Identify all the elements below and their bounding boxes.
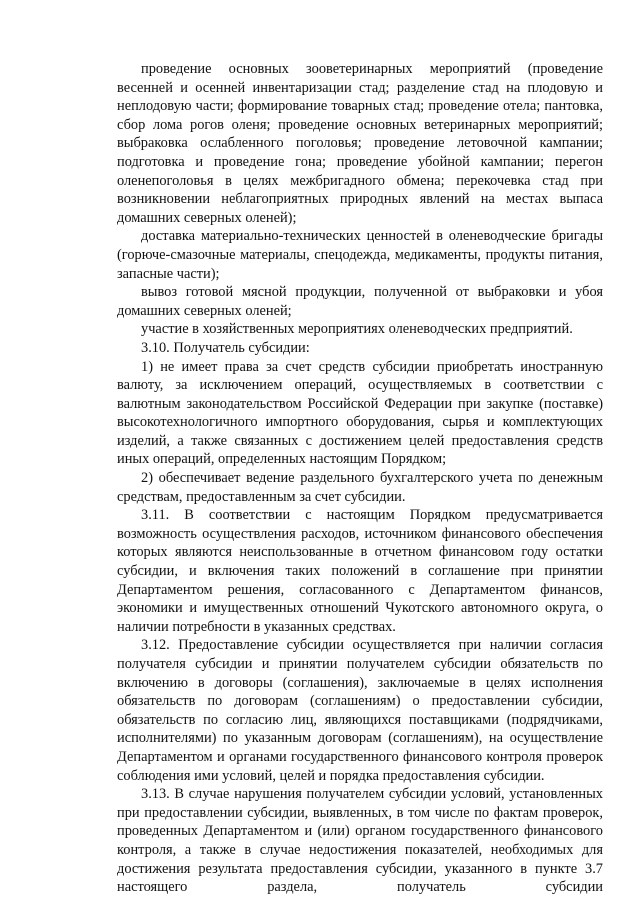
paragraph-3-10-item-1: 1) не имеет права за счет средств субсидии приобретать иностранную валюту, за исключением операций, осуществляемых в соответствии с валютным законодательством Российской Федерации при закупке (поставке) высокотехнологичного импортного оборудования, сырья и комплектующих изделий, а также связанных с достижением целей предоставления средств иных операций, определенных настоящим Порядком; [117,358,603,468]
paragraph-economic-participation: участие в хозяйственных мероприятиях оленеводческих предприятий. [141,321,573,338]
paragraph-material-delivery: доставка материально-технических ценностей в оленеводческие бригады (горюче-смазочные материалы, спецодежда, медикаменты, продукты питания, запасные части); [117,228,603,282]
paragraph-3-13: 3.13. В случае нарушения получателем субсидии условий, установленных при предоставлении субсидии, выявленных, в том числе по фактам проверок, проведенных Департаментом и (или) органом государственного финансового контроля, а также в случае недостижения показателей, необходимых для достижения результата предоставления субсидии, указанного в пункте 3.7 настоящего раздела, получатель субсидии [117,786,603,896]
paragraph-3-11: 3.11. В соответствии с настоящим Порядком предусматривается возможность осуществления расходов, источником финансового обеспечения которых являются неиспользованные в отчетном финансовом году остатки субсидии, и включения таких положений в соглашение при принятии Департаментом решения, согласованного с Департаментом финансов, экономики и имущественных отношений Чукотского автономного округа, о наличии потребности в указанных средствах. [117,507,603,635]
document-body [117,60,603,897]
paragraph-3-10-item-2: 2) обеспечивает ведение раздельного бухгалтерского учета по денежным средствам, предоставленным за счет субсидии. [117,470,603,505]
paragraph-zooveterinary-measures: проведение основных зооветеринарных мероприятий (проведение весенней и осенней инвентаризации стад; разделение стад на плодовую и неплодовую части; формирование товарных стад; проведение отела; пантовка, сбор лома рогов оленя; проведение основных ветеринарных мероприятий; выбраковка ослабленного поголовья; проведение летовочной кампании; подготовка и проведение гона; проведение убойной кампании; перегон оленепоголовья в целях межбригадного обмена; перекочевка стад при возникновении неблагоприятных природных явлений на местах выпаса домашних северных оленей); [117,61,603,226]
paragraph-3-12: 3.12. Предоставление субсидии осуществляется при наличии согласия получателя субсидии и принятии получателем субсидии обязательств по включению в договоры (соглашения), заключаемые в целях исполнения обязательств по договорам (соглашениям) о предоставлении субсидии, обязательств по согласию лиц, являющихся поставщиками (подрядчиками, исполнителями) по указанным договорам (соглашениям), на осуществление Департаментом и органами государственного финансового контроля проверок соблюдения ими условий, целей и порядка предоставления субсидии. [117,637,603,784]
paragraph-meat-export: вывоз готовой мясной продукции, полученной от выбраковки и убоя домашних северных оленей; [117,284,603,319]
paragraph-3-10-heading: 3.10. Получатель субсидии: [141,339,310,356]
